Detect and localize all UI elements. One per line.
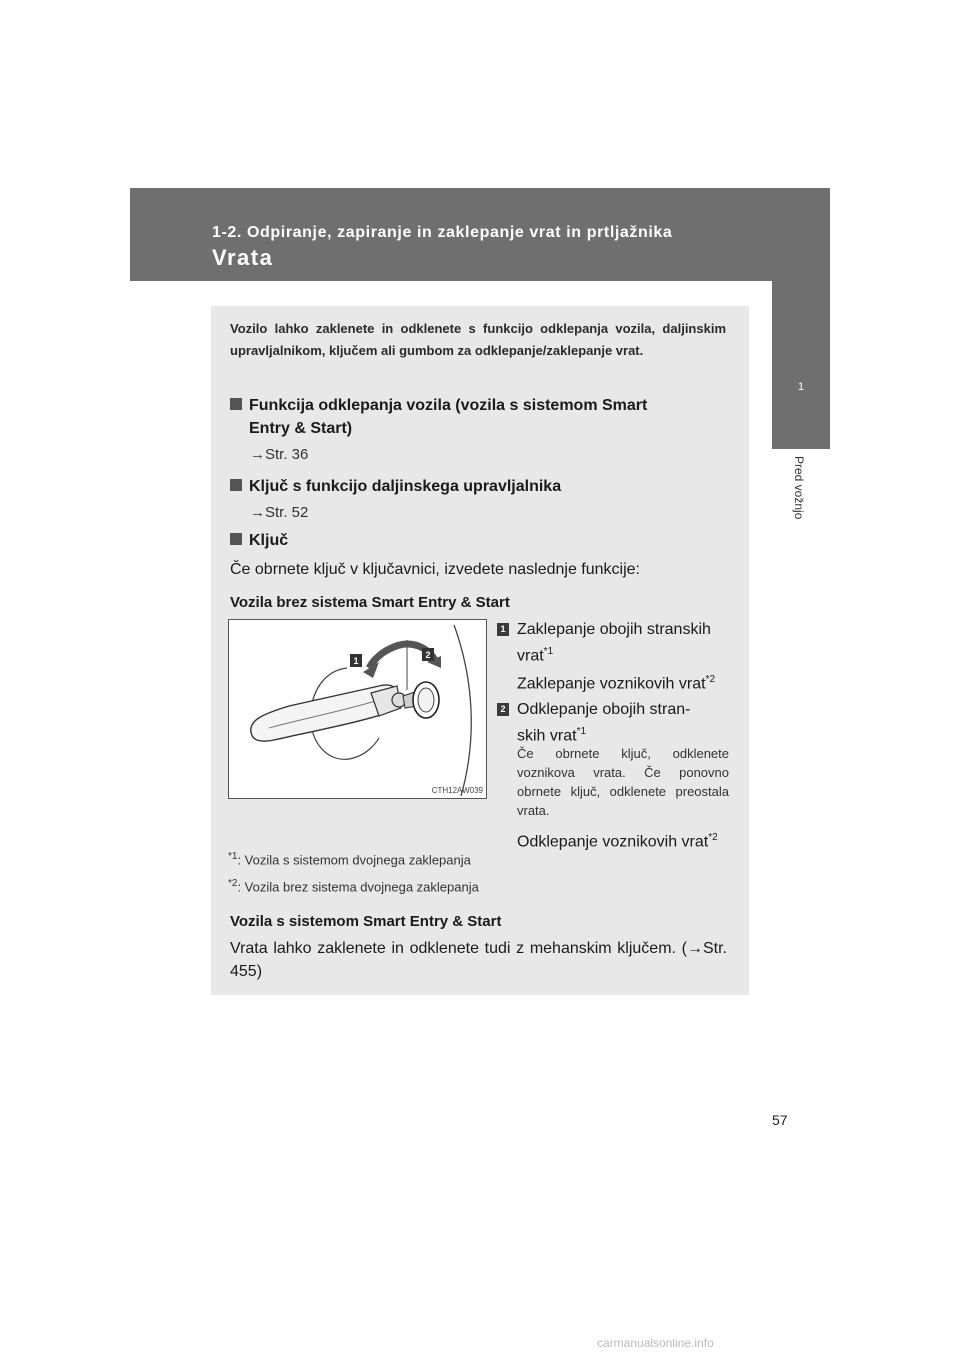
step-2-note: Če obrnete ključ, odklenete voznikova vrata. Če ponovno obrnete ključ, odklenete preostala vrata. xyxy=(517,746,729,818)
watermark-text: carmanualsonline.info xyxy=(597,1336,714,1350)
figure-code: CTH12AW039 xyxy=(431,786,483,795)
step-1-line: vrat xyxy=(517,647,544,665)
footnote-mark: *1 xyxy=(543,646,554,657)
heading-text: Ključ s funkcijo daljinskega upravljalnika xyxy=(249,478,562,495)
page-title: Vrata xyxy=(212,245,274,270)
heading-key xyxy=(230,529,288,552)
heading-smart-entry xyxy=(230,394,730,417)
step-2 xyxy=(497,699,729,749)
svg-text:1: 1 xyxy=(353,656,359,666)
step-1 xyxy=(497,619,729,709)
page-number: 57 xyxy=(772,1112,788,1128)
footnote-mark: *2 xyxy=(228,878,238,889)
mechanical-key-text: Vrata lahko zaklenete in odklenete tudi z mehanskim ključem. (→Str. 455) xyxy=(230,940,727,980)
key-description: Če obrnete ključ v ključavnici, izvedete naslednje funkcije: xyxy=(230,561,640,578)
step-1-line: Zaklepanje voznikovih vrat xyxy=(517,675,706,693)
footnote-mark: *2 xyxy=(708,832,718,843)
step-2-line: skih vrat xyxy=(517,727,577,745)
heading-text: Funkcija odklepanja vozila (vozila s sistemom Smart xyxy=(249,397,648,414)
step-2-text xyxy=(517,699,729,747)
chapter-tab xyxy=(772,281,830,449)
chapter-header xyxy=(130,188,830,281)
step-1-text xyxy=(517,619,729,667)
square-bullet-icon xyxy=(230,533,242,545)
step-2-line: Odklepanje obojih stran- xyxy=(517,701,691,718)
step-1-driver xyxy=(517,669,729,695)
page-reference-link[interactable]: →Str. 52 xyxy=(250,504,309,521)
subheading-without-smart-entry: Vozila brez sistema Smart Entry & Start xyxy=(230,594,510,611)
footnote-mark: *1 xyxy=(576,726,587,737)
step-badge-1: 1 xyxy=(497,623,509,636)
square-bullet-icon xyxy=(230,479,242,491)
step-1-line: Zaklepanje obojih stranskih xyxy=(517,621,711,638)
heading-remote-key xyxy=(230,475,561,498)
page-reference-link[interactable]: →Str. 36 xyxy=(250,446,309,463)
footnote-text: : Vozila brez sistema dvojnega zaklepanja xyxy=(237,879,479,895)
svg-text:2: 2 xyxy=(425,650,431,660)
footnote-mark: *2 xyxy=(705,674,715,685)
footnote-mark: *1 xyxy=(228,851,238,862)
chapter-label: Pred vožnjo xyxy=(792,456,806,520)
subheading-with-smart-entry: Vozila s sistemom Smart Entry & Start xyxy=(230,913,502,930)
square-bullet-icon xyxy=(230,398,242,410)
footnote-2 xyxy=(228,878,479,894)
door-handle-illustration xyxy=(228,619,487,799)
intro-text: Vozilo lahko zaklenete in odklenete s funkcijo odklepanja vozila, daljinskim upravljalnikom, ključem ali gumbom za odklepanje/zaklepanje vrat. xyxy=(230,321,726,358)
step-2-line: Odklepanje voznikovih vrat xyxy=(517,833,709,851)
step-2-driver xyxy=(517,826,718,853)
step-badge-2: 2 xyxy=(497,703,509,716)
chapter-number: 1 xyxy=(797,381,805,393)
content-panel xyxy=(211,306,749,995)
heading-text: Ključ xyxy=(249,532,289,549)
section-title: 1-2. Odpiranje, zapiranje in zaklepanje vrat in prtljažnika xyxy=(212,224,673,241)
footnote-1 xyxy=(228,851,471,867)
door-lock-key-diagram xyxy=(229,620,486,798)
footnote-text: : Vozila s sistemom dvojnega zaklepanja xyxy=(237,852,471,868)
heading-smart-entry-cont: Entry & Start) xyxy=(249,420,353,437)
